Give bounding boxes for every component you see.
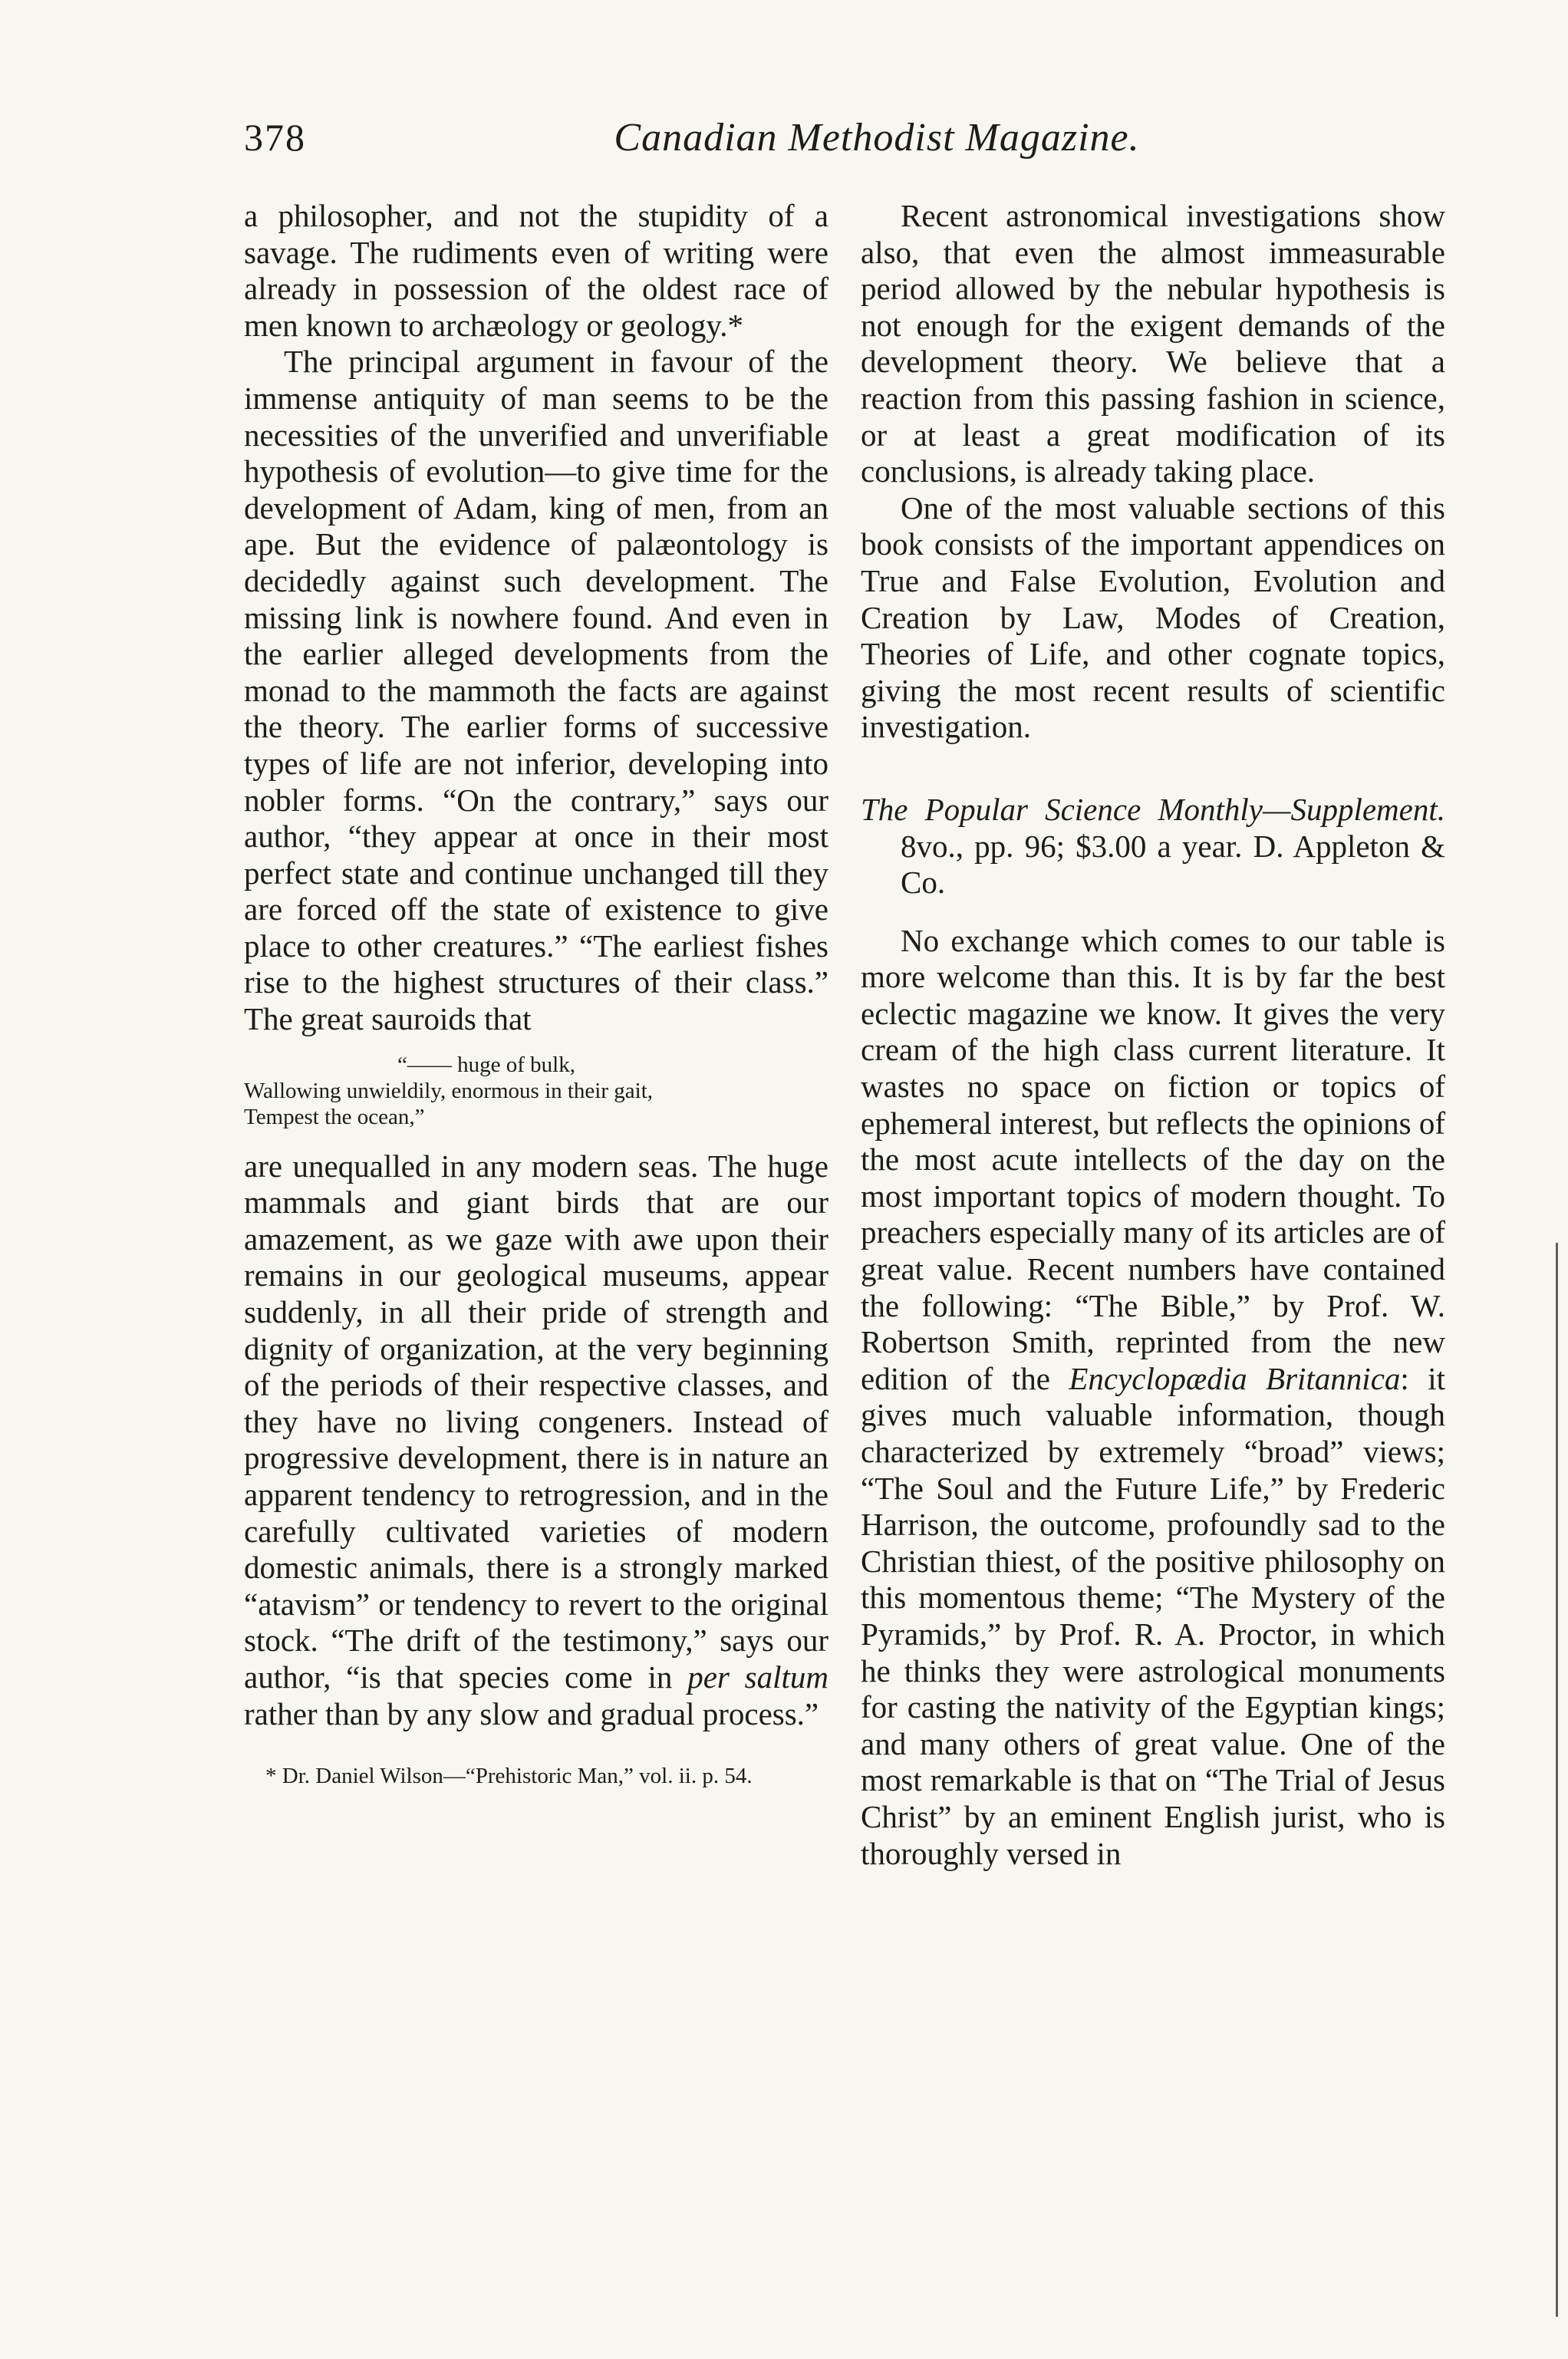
italic-title: Encyclopædia Britannica [1069,1360,1401,1396]
review-details: 8vo., pp. 96; $3.00 a year. D. Appleton & Co. [901,828,1445,901]
quote-line: “—— huge of bulk, [397,1052,575,1077]
review-heading [861,792,1445,901]
italic-phrase: per saltum [687,1659,828,1695]
right-paragraph-2: One of the most valuable sections of this book consists of the important appendices on True and False Evolution, Evolution and Creation by Law, Modes of Creation, Theories of Life, and other cognate topics, giving the most recent results of scientific investigation. [861,489,1445,745]
verse-quotation [244,1052,828,1130]
review-title: The Popular Science Monthly—Supplement. [861,791,1445,827]
paragraph-text: : it gives much valuable information, though characterized by extremely “broad” views; “The Soul and the Future Life,” by Frederic Harrison, the outcome, profoundly sad to the Christian thiest, of the positive philosophy on this momentous theme; “The Mystery of the Pyramids,” by Prof. R. A. Proctor, in which he thinks they were astrological monuments for casting the nativity of the Egyptian kings; and many others of great value. One of the most remarkable is that on “The Trial of Jesus Christ” by an eminent English jurist, who is thoroughly versed in [861,1360,1445,1871]
scan-edge-mark [1556,1243,1558,2317]
left-paragraph-3 [244,1148,828,1733]
right-paragraph-3 [861,923,1445,1872]
page-number: 378 [244,116,306,159]
quote-line: Tempest the ocean,” [244,1104,425,1129]
quote-line: Wallowing unwieldily, enormous in their gait, [244,1078,654,1103]
right-paragraph-1: Recent astronomical investigations show also, that even the almost immeasurable period allowed by the nebular hypothesis is not enough for the exigent demands of the development theory. We believe that a reaction from this passing fashion in science, or at least a great modification of its conclusions, is already taking place. [861,198,1445,489]
left-paragraph-1: a philosopher, and not the stupidity of a savage. The rudiments even of writing were already in possession of the oldest race of men known to archæology or geology.* [244,198,828,343]
footnote: * Dr. Daniel Wilson—“Prehistoric Man,” vol. ii. p. 54. [265,1764,753,1789]
paragraph-text: No exchange which comes to our table is more welcome than this. It is by far the best eclectic magazine we know. It gives the very cream of the high class current literature. It wastes no space on fiction or topics of ephemeral interest, but reflects the opinions of the most acute intellects of the day on the most important topics of modern thought. To preachers especially many of its articles are of great value. Recent numbers have contained the following: “The Bible,” by Prof. W. Robertson Smith, reprinted from the new edition of the [861,922,1445,1396]
paragraph-text: rather than by any slow and gradual process.” [244,1695,819,1731]
left-column [244,198,828,1789]
running-title: Canadian Methodist Magazine. [614,116,1140,160]
paragraph-text: are unequalled in any modern seas. The huge mammals and giant birds that are our amazement, as we gaze with awe upon their remains in our geological museums, appear suddenly, in all their pride of strength and dignity of organization, at the very beginning of the periods of their respective classes, and they have no living congeners. Instead of progressive development, there is in nature an apparent tendency to retrogression, and in the carefully cultivated varieties of modern domestic animals, there is a strongly marked “atavism” or tendency to revert to the original stock. “The drift of the testimony,” says our author, “is that species come in [244,1148,828,1695]
left-paragraph-2: The principal argument in favour of the immense antiquity of man seems to be the necessities of the unverified and unverifiable hypothesis of evolution—to give time for the development of Adam, king of men, from an ape. But the evidence of palæontology is decidedly against such development. The missing link is nowhere found. And even in the earlier alleged developments from the monad to the mammoth the facts are against the theory. The earlier forms of successive types of life are not inferior, developing into nobler forms. “On the contrary,” says our author, “they appear at once in their most perfect state and continue unchanged till they are forced off the state of existence to give place to other creatures.” “The earliest fishes rise to the highest structures of their class.” The great sauroids that [244,344,828,1037]
page-header [244,115,1418,184]
right-column [861,198,1445,1872]
